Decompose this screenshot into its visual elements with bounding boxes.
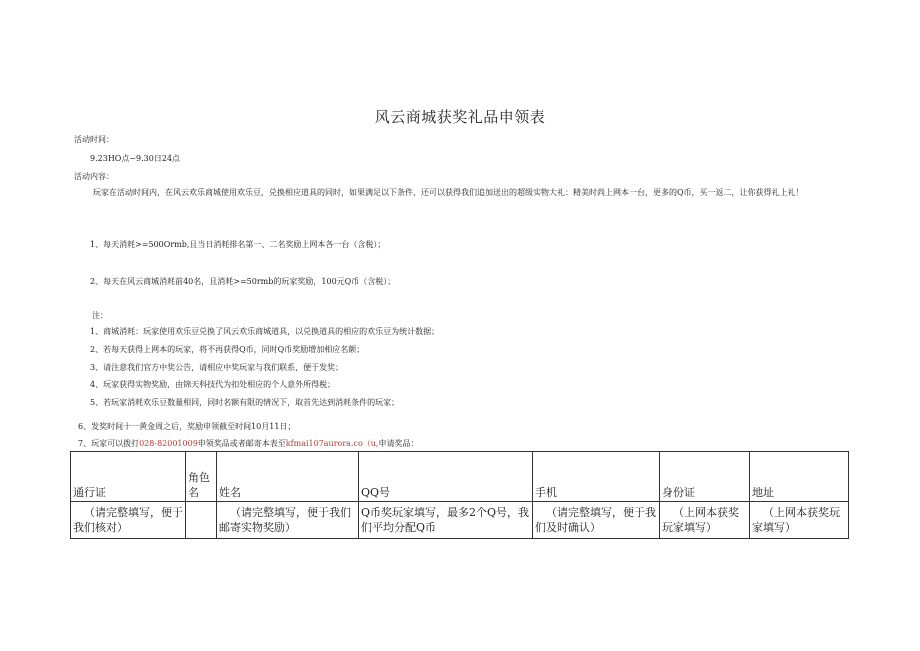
cell-pass-id[interactable]: （请完整填写，便于我们核对）: [71, 502, 186, 539]
contact-middle: 申领奖品或者邮寄本表至: [197, 439, 286, 448]
note-item: 1、商城消耗：玩家使用欢乐豆兑换了风云欢乐商城道具，以兑换道具的相应的欢乐豆为统计数据；: [90, 327, 440, 336]
intro-paragraph: 玩家在活动时间内，在风云欢乐商城使用欢乐豆，兑换相应道具的同时，如果满足以下条件，还可以获得我们追加送出的超级实物大礼：精美时尚上网本一台，更多的Q币，买一返二，让你获得礼上礼！: [93, 188, 804, 197]
header-role-name: 角色名: [186, 452, 217, 502]
table-header-row: [71, 452, 849, 502]
cell-role-name[interactable]: [186, 502, 217, 539]
note-item: 4、玩家获得实物奖励，由锦天科技代为扣处相应的个人意外所得税；: [90, 380, 336, 389]
header-id-card: 身份证: [660, 452, 750, 502]
cell-mobile[interactable]: （请完整填写，便于我们及时确认）: [533, 502, 660, 539]
application-form-table: [70, 451, 849, 539]
contact-phone-link[interactable]: 028-82001009: [139, 439, 198, 448]
contact-suffix: 申请奖品：: [378, 439, 419, 448]
activity-time-label: 活动时间：: [74, 135, 114, 144]
activity-content-label: 活动内容：: [74, 172, 114, 181]
rule-item: 2、每天在风云商城消耗前40名，且消耗>=50rmb的玩家奖励，100元Q币（含税）；: [90, 277, 396, 286]
header-pass-id: 通行证: [71, 452, 186, 502]
header-qq: QQ号: [359, 452, 533, 502]
cell-id-card[interactable]: （上网本获奖玩家填写）: [660, 502, 750, 539]
contact-note: [78, 438, 418, 450]
note-item: 3、请注意我们官方中奖公告，请相应中奖玩家与我们联系，便于发奖；: [90, 363, 344, 372]
rule-item: 1、每天消耗>=500Ormb,且当日消耗排名第一、二名奖励上网本各一台（含税）；: [90, 240, 386, 249]
cell-name[interactable]: （请完整填写，便于我们邮寄实物奖励）: [217, 502, 359, 539]
note-item: 5、若玩家消耗欢乐豆数量相同，同时名额有限的情况下，取首先达到消耗条件的玩家；: [90, 398, 400, 407]
cell-qq[interactable]: Q币奖玩家填写，最多2个Q号，我们平均分配Q币: [359, 502, 533, 539]
note-item: 2、若每天获得上网本的玩家，将不再获得Q币，同时Q币奖励增加相应名额；: [90, 345, 365, 354]
contact-email-link[interactable]: kfmai107aurora.co（u,: [285, 439, 379, 448]
notes-label: 注：: [92, 311, 108, 320]
header-address: 地址: [750, 452, 849, 502]
cell-address[interactable]: （上网本获奖玩家填写）: [750, 502, 849, 539]
activity-time-value: 9.23HO点~9.30日24点: [90, 154, 181, 163]
header-mobile: 手机: [533, 452, 660, 502]
page-title: 风云商城获奖礼品申领表: [374, 108, 546, 126]
award-time-note: 6、发奖时间十一黄金周之后，奖励申领截至时间10月11日；: [78, 422, 296, 431]
contact-prefix: 7、玩家可以拨打: [78, 439, 140, 448]
header-name: 姓名: [217, 452, 359, 502]
table-row: [71, 502, 849, 539]
